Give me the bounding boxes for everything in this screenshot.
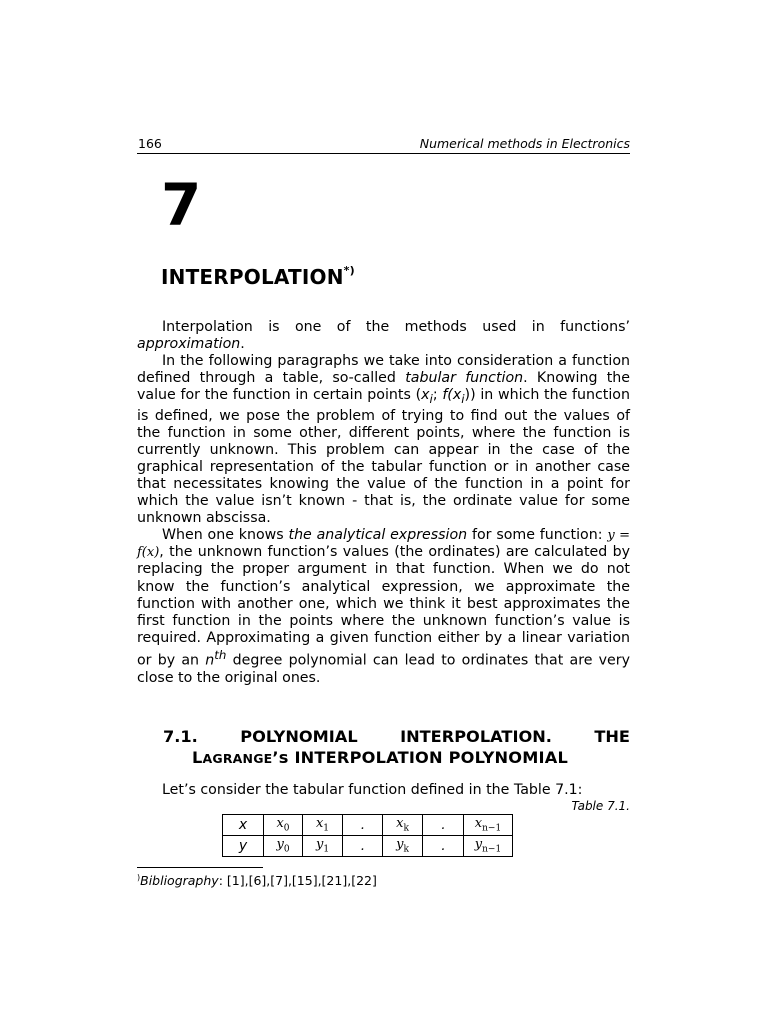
footnote-marker: ) [137, 873, 141, 882]
table-cell-base: y [315, 837, 324, 853]
p2-sep: ; [432, 387, 438, 404]
paragraph-3 [137, 527, 630, 686]
table-cell-base: y [474, 837, 483, 853]
p3-var-n: n [205, 652, 215, 669]
p2-sub-i2: i [461, 392, 465, 407]
p1-text: Interpolation is one of the methods used in functions’ [162, 319, 630, 335]
running-header [137, 136, 630, 154]
table-cell-base: x [396, 816, 404, 832]
p2-sub-i: i [429, 392, 433, 407]
table-cell-base: . [440, 838, 446, 854]
p1-end: . [240, 336, 245, 353]
lagrange-smallcaps: AGRANGE [202, 751, 273, 766]
table-cell-subscript: k [403, 823, 409, 834]
table-cell-subscript: k [403, 844, 409, 855]
p3-emphasis: the analytical expression [288, 527, 468, 544]
section-heading-rest: ’s INTERPOLATION POLYNOMIAL [272, 748, 569, 767]
section-number: 7.1. [163, 727, 198, 746]
footnote-refs: : [1],[6],[7],[15],[21],[22] [218, 873, 377, 888]
table-intro-text: Let’s consider the tabular function defined in the Table 7.1: [162, 782, 583, 798]
p3-th: th [214, 647, 227, 662]
p3-text-d: degree polynomial can lead to ordinates that are very close to the original ones. [137, 652, 631, 686]
table-cell-base: y [276, 837, 284, 853]
p2-var-x: x [421, 387, 430, 404]
footnote [137, 869, 377, 889]
table-row [223, 815, 513, 836]
paragraph-1 [137, 319, 630, 353]
table-cell-subscript: 0 [283, 823, 290, 834]
section-word-interpolation: INTERPOLATION. [400, 727, 552, 746]
table-cell-subscript: 0 [283, 844, 290, 855]
p2-text-d: )) in which the function is defined, we pose the problem of trying to find out the values of the function in some other, different points, where the function is currently unknown. This problem can appear in the case of the graphical representation of the tabular function or in another case that necessitates knowing the value of the function in a point for which the value isn’t known - that is, the ordinate value for some unknown abscissa. [137, 387, 630, 527]
footnote-rule [137, 867, 263, 868]
section-heading-line-1 [163, 726, 630, 747]
table-cell [383, 815, 423, 836]
table-cell-base: . [440, 817, 446, 833]
body-text [137, 319, 630, 687]
table-cell-subscript: n−1 [482, 844, 502, 855]
chapter-title-text: INTERPOLATION [161, 265, 344, 289]
formula-y-fx: y = f(x) [137, 528, 631, 561]
table-cell-base: . [360, 817, 365, 833]
table-row-header: x [223, 815, 264, 836]
p2-emphasis: tabular function [405, 370, 524, 387]
table-cell-base: x [315, 816, 324, 832]
section-word-the: THE [594, 727, 630, 746]
section-heading [163, 726, 630, 769]
table-cell [264, 815, 303, 836]
table-caption: Table 7.1. [571, 799, 630, 813]
table-cell [303, 836, 343, 857]
p3-text-b: for some function: [472, 527, 603, 544]
p3-text: When one knows [162, 527, 284, 544]
table-row [223, 836, 513, 857]
chapter-footnote-mark: *) [343, 264, 355, 277]
p2-text: In the following paragraphs we take into consideration a function defined through a table, so-called [137, 353, 630, 387]
table-cell [464, 836, 513, 857]
table-cell-base: y [396, 837, 404, 853]
table-cell [343, 815, 383, 836]
lagrange-initial: L [192, 748, 203, 767]
page-number: 166 [138, 136, 162, 151]
table-row-header: y [223, 836, 264, 857]
table-cell-subscript: n−1 [482, 823, 502, 834]
table-cell-subscript: 1 [323, 844, 330, 855]
p2-text-b: . Knowing the value for the function in certain points ( [137, 370, 630, 404]
table-cell [383, 836, 423, 857]
table-cell [423, 836, 464, 857]
running-title: Numerical methods in Electronics [419, 136, 630, 151]
table-cell-subscript: 1 [323, 823, 330, 834]
table-cell [303, 815, 343, 836]
table-cell-base: x [474, 816, 483, 832]
tabular-function-table [222, 814, 513, 857]
table-cell-base: . [360, 838, 365, 854]
chapter-title [161, 258, 355, 290]
p2-func: f(x [442, 387, 462, 404]
footnote-label: Bibliography [140, 873, 219, 888]
table-cell [264, 836, 303, 857]
table-cell [464, 815, 513, 836]
paragraph-2 [137, 353, 630, 527]
p3-text-c: , the unknown function’s values (the ordinates) are calculated by replacing the proper argument in that function. When we do not know the function’s analytical expression, we approximate the function with another one, which we think it best approximates the first function in the points where the unknown function’s value is required. Approximating a given function either by a linear variation or by an [137, 544, 630, 669]
chapter-number: 7 [161, 171, 202, 239]
section-heading-line-2 [163, 747, 630, 769]
section-word-polynomial: POLYNOMIAL [240, 727, 358, 746]
table-cell-base: x [276, 816, 284, 832]
table-cell [423, 815, 464, 836]
p1-emphasis: approximation [137, 336, 241, 353]
table-cell [343, 836, 383, 857]
